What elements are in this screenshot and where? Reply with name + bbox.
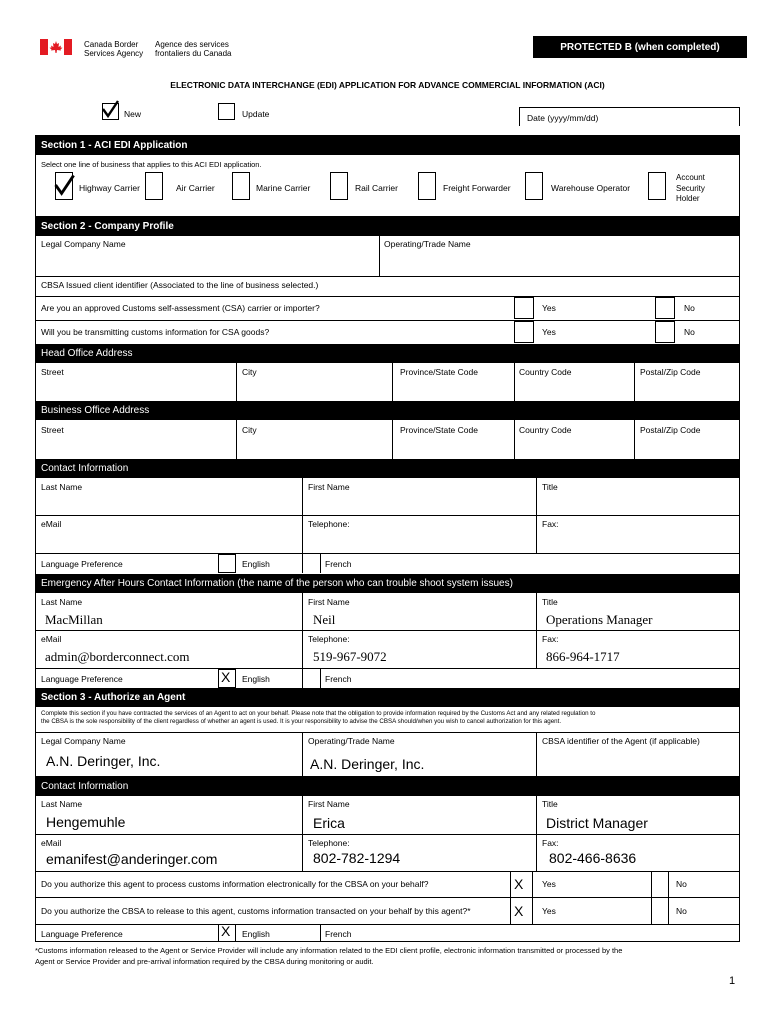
em-fax-label: Fax: [542,634,559,644]
agent-telephone-value[interactable]: 802-782-1294 [313,850,401,866]
authorize-yes-label: Yes [542,879,556,889]
agent-fax-label: Fax: [542,838,559,848]
head-postal-label: Postal/Zip Code [640,367,701,377]
agent-last-name-value[interactable]: Hengemuhle [46,814,126,830]
head-street-label: Street [41,367,64,377]
biz-province-label: Province/State Code [400,425,478,435]
date-label: Date (yyyy/mm/dd) [527,113,599,123]
contact-email-label: eMail [41,519,62,529]
agent-contact-header: Contact Information [35,776,740,796]
contact-english-checkbox[interactable] [218,554,236,573]
contact-title-label: Title [542,482,558,492]
agent-first-name-value[interactable]: Erica [313,815,345,831]
agent-trade-name-value[interactable]: A.N. Deringer, Inc. [310,756,425,772]
warehouse-operator-checkbox[interactable] [525,172,543,200]
protected-banner: PROTECTED B (when completed) [533,36,747,58]
client-identifier-label: CBSA Issued client identifier (Associated to the line of business selected.) [41,280,319,290]
authorize-no-label: No [676,879,687,889]
section1-instruction: Select one line of business that applies to this ACI EDI application. [41,160,262,169]
em-language-label: Language Preference [41,674,123,684]
trade-name-label: Operating/Trade Name [384,239,471,249]
account-security-holder-checkbox[interactable] [648,172,666,200]
transmit-no-checkbox[interactable] [655,321,675,343]
agent-email-value[interactable]: emanifest@anderinger.com [46,851,218,867]
contact-info-header: Contact Information [35,459,740,478]
air-carrier-checkbox[interactable] [145,172,163,200]
agent-last-name-label: Last Name [41,799,83,809]
authorize-question: Do you authorize this agent to process customs information electronically for the CBSA on your behalf? [41,879,429,889]
account-security-holder-label: Account Security Holder [676,173,705,203]
head-province-label: Province/State Code [400,367,478,377]
agency-name-en: Canada Border Services Agency [84,40,144,58]
agent-french-label: French [325,929,352,939]
canada-flag-logo [40,39,72,55]
csa-no-checkbox[interactable] [655,297,675,319]
agent-first-name-label: First Name [308,799,350,809]
contact-french-label: French [325,559,352,569]
em-email-label: eMail [41,634,62,644]
section3-header: Section 3 - Authorize an Agent [35,688,740,707]
transmit-yes-checkbox[interactable] [514,321,534,343]
warehouse-operator-label: Warehouse Operator [551,183,631,193]
agent-legal-name-value[interactable]: A.N. Deringer, Inc. [46,753,161,769]
contact-first-name-label: First Name [308,482,350,492]
em-last-name-label: Last Name [41,597,83,607]
marine-carrier-checkbox[interactable] [232,172,250,200]
biz-city-label: City [242,425,257,435]
head-office-header: Head Office Address [35,344,740,363]
highway-carrier-label: Highway Carrier [79,183,140,193]
em-fax-value[interactable]: 866-964-1717 [546,649,620,664]
agent-language-label: Language Preference [41,929,123,939]
rail-carrier-label: Rail Carrier [355,183,398,193]
contact-fax-label: Fax: [542,519,559,529]
agent-fax-value[interactable]: 802-466-8636 [549,850,637,866]
update-label: Update [242,109,270,119]
csa-question: Are you an approved Customs self-assessment (CSA) carrier or importer? [41,303,320,313]
agent-title-label: Title [542,799,558,809]
authorize-yes-x-mark[interactable]: X [514,876,524,892]
transmit-yes-label: Yes [542,327,556,337]
footnote: *Customs information released to the Agent or Service Provider will include any information related to the EDI client profile, electronic information transmitted or processed by the Agent or Service Provider and pre-arrival information required by the CBSA during monitoring or audit. [35,946,623,966]
emergency-contact-header: Emergency After Hours Contact Information (the name of the person who can trouble shoot system issues) [35,574,740,593]
head-country-label: Country Code [519,367,572,377]
new-label: New [124,109,142,119]
em-last-name-value[interactable]: MacMillan [45,612,103,627]
em-title-label: Title [542,597,558,607]
air-carrier-label: Air Carrier [176,183,215,193]
contact-telephone-label: Telephone: [308,519,350,529]
form-title: ELECTRONIC DATA INTERCHANGE (EDI) APPLICATION FOR ADVANCE COMMERCIAL INFORMATION (ACI) [170,80,605,90]
freight-forwarder-checkbox[interactable] [418,172,436,200]
legal-company-name-label: Legal Company Name [41,239,126,249]
csa-yes-label: Yes [542,303,556,313]
em-french-label: French [325,674,352,684]
csa-yes-checkbox[interactable] [514,297,534,319]
release-yes-x-mark[interactable]: X [514,903,524,919]
page-number: 1 [729,975,736,987]
em-title-value[interactable]: Operations Manager [546,612,653,627]
agent-english-label: English [242,929,270,939]
section2-header: Section 2 - Company Profile [35,216,740,236]
update-checkbox[interactable] [218,103,235,120]
agent-telephone-label: Telephone: [308,838,350,848]
agent-legal-name-label: Legal Company Name [41,736,126,746]
business-office-header: Business Office Address [35,401,740,420]
em-english-x-mark: X [221,669,231,685]
em-first-name-label: First Name [308,597,350,607]
release-question: Do you authorize the CBSA to release to this agent, customs information transacted on your behalf by this agent?* [41,906,471,916]
em-first-name-value[interactable]: Neil [313,612,336,627]
contact-language-label: Language Preference [41,559,123,569]
em-telephone-value[interactable]: 519-967-9072 [313,649,387,664]
checkmark-icon [52,172,76,198]
em-english-label: English [242,674,270,684]
biz-postal-label: Postal/Zip Code [640,425,701,435]
em-email-value[interactable]: admin@borderconnect.com [45,649,190,664]
release-no-label: No [676,906,687,916]
checkmark-icon [100,99,120,119]
biz-country-label: Country Code [519,425,572,435]
agent-trade-name-label: Operating/Trade Name [308,736,395,746]
transmit-question: Will you be transmitting customs information for CSA goods? [41,327,270,337]
head-city-label: City [242,367,257,377]
contact-last-name-label: Last Name [41,482,83,492]
marine-carrier-label: Marine Carrier [256,183,311,193]
biz-street-label: Street [41,425,64,435]
release-yes-label: Yes [542,906,556,916]
rail-carrier-checkbox[interactable] [330,172,348,200]
em-telephone-label: Telephone: [308,634,350,644]
agent-title-value[interactable]: District Manager [546,815,648,831]
csa-no-label: No [684,303,695,313]
section1-header: Section 1 - ACI EDI Application [35,135,740,155]
agent-english-x-mark: X [221,923,231,939]
agent-identifier-label: CBSA identifier of the Agent (if applicable) [542,736,700,746]
agency-name-fr: Agence des services frontaliers du Canada [155,40,232,58]
contact-english-label: English [242,559,270,569]
section3-note: Complete this section if you have contracted the services of an Agent to act on your behalf. Please note that the obligation to provide information required by the Customs Act and any related regulation to the CBSA is the sole responsibility of the client regardless of whether an agent is used. It is your responsibility to advise the CBSA should/when you wish to cancel authorization for this agent. [41,710,596,725]
agent-email-label: eMail [41,838,62,848]
transmit-no-label: No [684,327,695,337]
freight-forwarder-label: Freight Forwarder [443,183,511,193]
